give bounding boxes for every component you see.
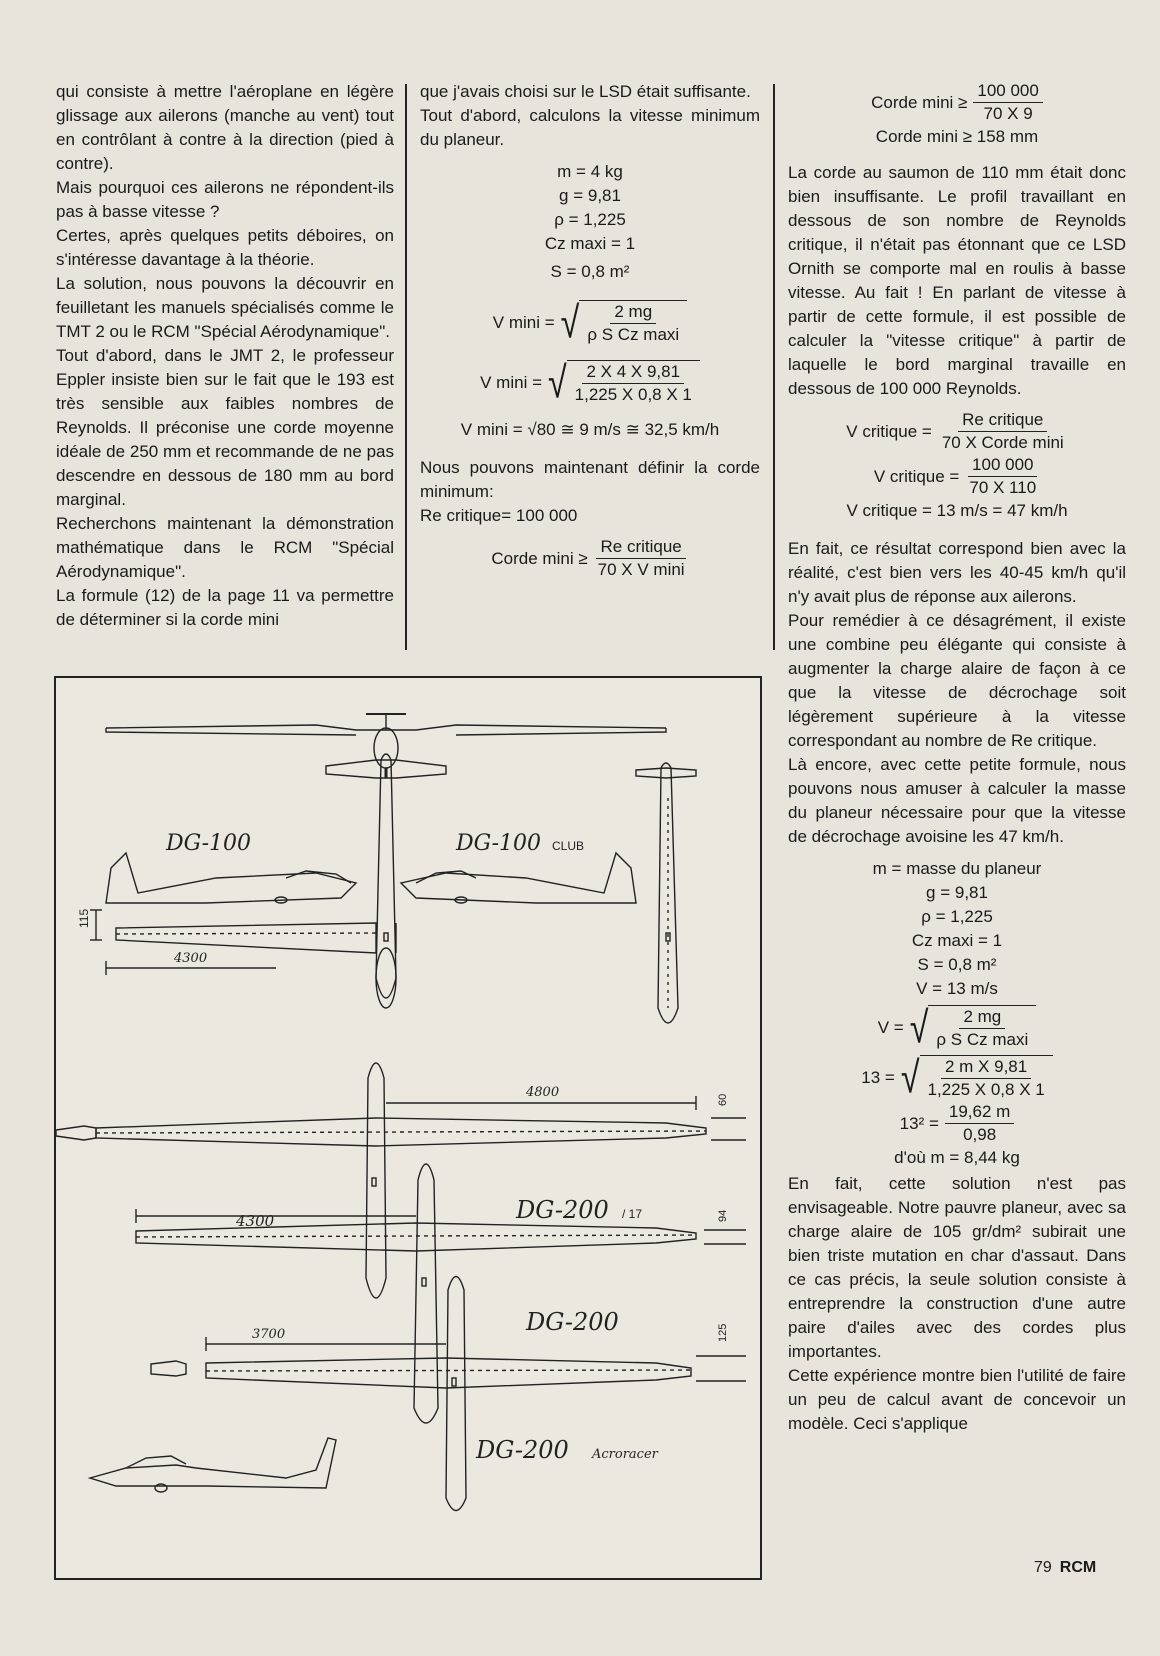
dimension-4300-a <box>106 951 276 975</box>
dg100club-top-view <box>636 763 696 1023</box>
paragraph: Tout d'abord, calculons la vitesse minimum du planeur. <box>420 106 760 149</box>
dimension-60 <box>711 1094 746 1140</box>
label-dg200: DG-200 <box>526 1308 619 1336</box>
given-value: Cz maxi = 1 <box>911 931 1003 950</box>
dg100-top-view <box>116 754 446 1008</box>
paragraph: Mais pourquoi ces ailerons ne répondent-ils pas à basse vitesse ? <box>56 178 394 221</box>
paragraph: Là encore, avec cette petite formule, nous pouvons nous amuser à calculer la masse du planeur nécessaire pour que la vitesse de décrochage avoisine les 47 km/h. <box>788 755 1126 846</box>
equation-13: 13 = √ $\frac{\text{2 m X 9,81}}{1,225 X 0,8 X 1}$ <box>788 1055 1126 1101</box>
paragraph: que j'avais choisi sur le LSD était suffisante. <box>420 82 751 101</box>
paragraph: Recherchons maintenant la démonstration mathématique dans le RCM "Spécial Aérodynamique". <box>56 514 394 581</box>
column-3 <box>788 80 1126 1436</box>
equation-vcritique-values: V critique = $\frac{100 000}{70 X 110}$ <box>873 455 1037 497</box>
paragraph: qui consiste à mettre l'aéroplane en légère glissage aux ailerons (manche au vent) tout en contrôlant à contre à la direction (pied à contre). <box>56 82 394 173</box>
mass-result: d'où m = 8,44 kg <box>894 1148 1020 1167</box>
label-dg200-acroracer: DG-200 <box>476 1436 569 1464</box>
equation-corde-values: Corde mini ≥ $\frac{100 000}{70 X 9}$ <box>788 80 1126 125</box>
equation-v: V = √ $\frac{2 mg}{\text{ρ S Cz maxi}}$ <box>788 1005 1126 1051</box>
given-value: V = 13 m/s <box>916 979 998 998</box>
given-value: m = 4 kg <box>557 162 623 181</box>
dim-125: 125 <box>717 1323 729 1342</box>
equation-vmini-values: V mini = √ $\frac{2 X 4 X 9,81}{1,225 X 0,8 X 1}$ <box>420 360 760 406</box>
label-dg100-club: DG-100 <box>456 831 542 856</box>
re-critique: Re critique= 100 000 <box>420 506 578 525</box>
column-2 <box>420 80 760 581</box>
column-1 <box>56 80 394 632</box>
dimension-4800 <box>386 1085 696 1110</box>
paragraph: Cette expérience montre bien l'utilité de faire un peu de calcul avant de concevoir un modèle. Ceci s'applique <box>788 1366 1126 1433</box>
magazine-name: RCM <box>1059 1559 1097 1576</box>
dg100-front-view <box>106 714 666 778</box>
paragraph: Certes, après quelques petits déboires, on s'intéresse davantage à la théorie. <box>56 226 394 269</box>
dim-4300: 4300 <box>236 1212 275 1230</box>
given-value: S = 0,8 m² <box>917 955 997 974</box>
given-value: m = masse du planeur <box>872 859 1042 878</box>
column-rule <box>773 84 775 650</box>
given-values <box>420 160 760 284</box>
given-value: g = 9,81 <box>559 186 621 205</box>
equation-13-squared: 13² = $\frac{19,62 m}{0,98}$ <box>788 1101 1126 1146</box>
paragraph: La corde au saumon de 110 mm était donc bien insuffisante. Le profil travaillant en dessous de son nombre de Reynolds critique, il n'était pas étonnant que ce LSD Ornith se comporte mal en roulis à basse vitesse. Au fait ! En parlant de vitesse à partir de cette formule, il est possible de calculer la "vitesse critique" à partir de laquelle le bord marginal travaille en dessous de 100 000 Reynolds. <box>788 163 1126 398</box>
label-club: CLUB <box>552 839 585 853</box>
dimension-3700 <box>206 1327 446 1351</box>
given-value: S = 0,8 m² <box>550 262 630 281</box>
equation-corde: Corde mini ≥ $\frac{\text{Re critique}}{\text{70 X V mini}}$ <box>491 537 685 579</box>
dim-60: 60 <box>717 1093 729 1106</box>
label-dg100: DG-100 <box>166 831 252 856</box>
paragraph: La solution, nous pouvons la découvrir en feuilletant les manuels spécialisés comme le TMT 2 ou le RCM "Spécial Aérodynamique". <box>56 274 394 341</box>
column-rule <box>405 84 407 650</box>
dg100-side-view-left <box>106 853 356 903</box>
dg200-top-view <box>136 1164 696 1423</box>
paragraph: Pour remédier à ce désagrément, il existe une combine peu élégante qui consiste à augmenter la charge alaire de façon à ce que la vitesse de décrochage soit légèrement supérieure à la vitesse correspondant au nombre de Re critique. <box>788 611 1126 750</box>
equation-vmini: V mini = √ $\frac{2 mg}{\text{ρ S Cz maxi}}$ <box>420 300 760 346</box>
paragraph: La formule (12) de la page 11 va permettre de déterminer si la corde mini <box>56 586 394 629</box>
glider-drawings-figure <box>54 676 762 1580</box>
dim-3700: 3700 <box>252 1327 286 1342</box>
paragraph: Tout d'abord, dans le JMT 2, le professeur Eppler insiste bien sur le fait que le 193 est très sensible aux faibles nombres de Reynolds. Il préconise une corde moyenne idéale de 250 mm et recommande de ne pas descendre en dessous de 180 mm au bord marginal. <box>56 346 394 509</box>
dimension-115 <box>77 909 102 940</box>
dg100-side-view-right <box>401 853 636 903</box>
dg200-17-top-view <box>56 1063 706 1298</box>
paragraph: En fait, cette solution n'est pas envisageable. Notre pauvre planeur, avec sa charge alaire de 105 gr/dm² subirait une bien triste mutation en char d'assaut. Dans ce cas précis, la seule solution consiste à entreprendre la construction d'une autre paire d'ailes avec des cordes plus importantes. <box>788 1174 1126 1361</box>
page-number: 79 <box>1034 1559 1052 1576</box>
vmini-result: V mini = √80 ≅ 9 m/s ≅ 32,5 km/h <box>460 420 720 439</box>
dimension-94 <box>704 1210 746 1244</box>
given-value: Cz maxi = 1 <box>544 234 636 253</box>
dimension-125 <box>696 1324 746 1381</box>
given-value: ρ = 1,225 <box>921 907 993 926</box>
corde-result: Corde mini ≥ 158 mm <box>875 127 1039 146</box>
given-values <box>788 857 1126 1001</box>
equation-vcritique: V critique = $\frac{\text{Re critique}}{\text{70 X Corde mini}}$ <box>846 410 1064 452</box>
given-value: g = 9,81 <box>926 883 988 902</box>
dim-4800: 4800 <box>526 1085 560 1100</box>
paragraph: Nous pouvons maintenant définir la corde minimum: <box>420 458 760 501</box>
dim-94: 94 <box>717 1209 729 1222</box>
dg200-side-view <box>90 1438 336 1492</box>
glider-drawings <box>56 678 760 1578</box>
page-footer <box>1034 1559 1096 1577</box>
label-dg200-17: DG-200 <box>516 1196 609 1224</box>
dim-115: 115 <box>77 908 91 928</box>
paragraph: En fait, ce résultat correspond bien avec la réalité, c'est bien vers les 40-45 km/h qu'il n'y avait plus de réponse aux ailerons. <box>788 539 1126 606</box>
dim-4300: 4300 <box>174 951 208 966</box>
label-acroracer: Acroracer <box>592 1447 658 1462</box>
vcritique-result: V critique = 13 m/s = 47 km/h <box>846 501 1068 520</box>
given-value: ρ = 1,225 <box>554 210 626 229</box>
label-slash-17: / 17 <box>622 1207 643 1221</box>
